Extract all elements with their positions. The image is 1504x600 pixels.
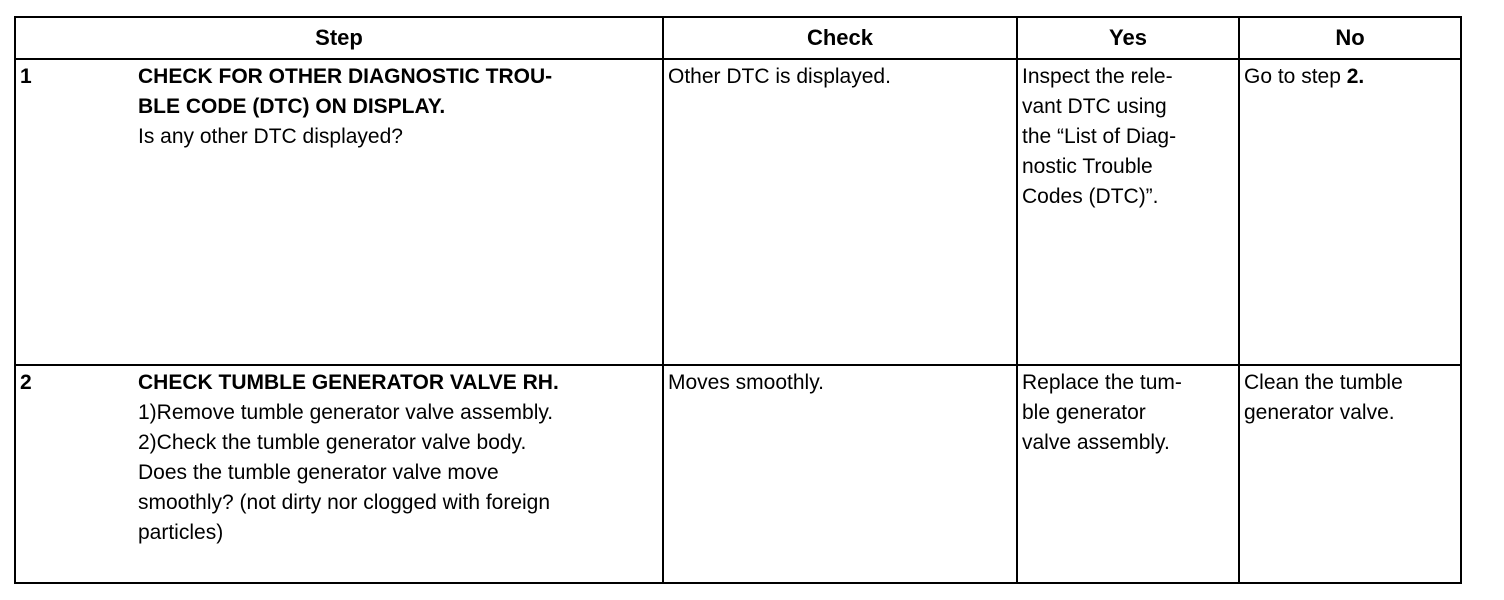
step-text: Is any other DTC displayed? xyxy=(138,125,403,148)
no-text: Clean the tumble generator valve. xyxy=(1244,371,1403,424)
table-row xyxy=(15,365,1461,583)
step-text: 1)Remove tumble generator valve assembly. 2)Check the tumble generator valve body. Does the tumble generator valve move smoothly? (not dirty nor clogged with foreign particles) xyxy=(138,401,554,544)
no-cell xyxy=(1239,59,1461,365)
check-cell xyxy=(663,365,1017,583)
yes-cell xyxy=(1017,365,1239,583)
header-step: Step xyxy=(15,17,663,59)
yes-text: Replace the tum- ble generator valve assembly. xyxy=(1022,371,1182,454)
table-row xyxy=(15,59,1461,365)
check-cell xyxy=(663,59,1017,365)
step-cell xyxy=(15,365,663,583)
check-text: Moves smoothly. xyxy=(668,371,824,394)
step-number: 2 xyxy=(20,371,32,394)
step-body xyxy=(138,366,658,548)
check-text: Other DTC is displayed. xyxy=(668,65,891,88)
no-text xyxy=(1244,60,1456,92)
step-reference: 2. xyxy=(1346,65,1365,88)
step-title: CHECK FOR OTHER DIAGNOSTIC TROU- BLE CODE (DTC) ON DISPLAY. xyxy=(138,65,553,118)
header-check: Check xyxy=(663,17,1017,59)
header-yes: Yes xyxy=(1017,17,1239,59)
header-row xyxy=(15,17,1461,59)
yes-text: Inspect the rele- vant DTC using the “List of Diag- nostic Trouble Codes (DTC)”. xyxy=(1022,65,1177,208)
step-body xyxy=(138,60,658,152)
no-cell xyxy=(1239,365,1461,583)
step-number: 1 xyxy=(20,65,32,88)
yes-cell xyxy=(1017,59,1239,365)
no-text-prefix: Go to step xyxy=(1244,65,1347,88)
diagnostic-table xyxy=(14,16,1462,584)
step-cell xyxy=(15,59,663,365)
step-title: CHECK TUMBLE GENERATOR VALVE RH. xyxy=(138,371,559,394)
header-no: No xyxy=(1239,17,1461,59)
